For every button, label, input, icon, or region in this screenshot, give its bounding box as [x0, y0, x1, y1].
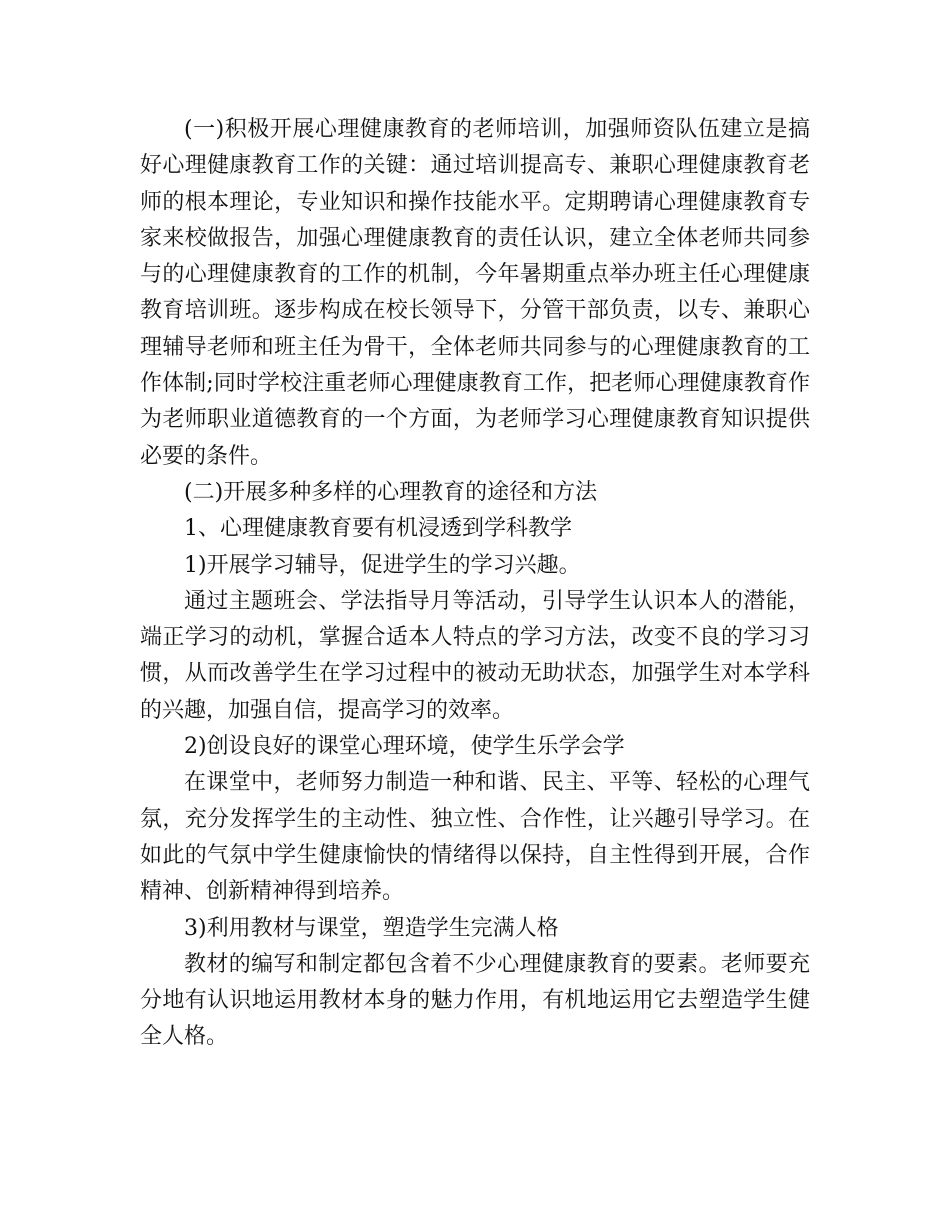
paragraph-textbook-personality: 教材的编写和制定都包含着不少心理健康教育的要素。老师要充分地有认识地运用教材本身的魅力作用，有机地运用它去塑造学生健全人格。 [140, 951, 810, 1050]
paragraph-teacher-training: (一)积极开展心理健康教育的老师培训，加强师资队伍建立是搞好心理健康教育工作的关键：通过培训提高专、兼职心理健康教育老师的根本理论，专业知识和操作技能水平。定期聘请心理健康教育专家来校做报告，加强心理健康教育的责任认识，建立全体老师共同参与的心理健康教育的工作的机制，今年暑期重点举办班主任心理健康教育培训班。逐步构成在校长领导下，分管干部负责，以专、兼职心理辅导老师和班主任为骨干，全体老师共同参与的心理健康教育的工作体制;同时学校注重老师心理健康教育工作，把老师心理健康教育作为老师职业道德教育的一个方面，为老师学习心理健康教育知识提供必要的条件。 [140, 117, 810, 469]
heading-methods: (二)开展多种多样的心理教育的途径和方法 [184, 479, 598, 505]
heading-textbook-personality: 3)利用教材与课堂，塑造学生完满人格 [184, 915, 559, 941]
paragraph-classroom-environment: 在课堂中，老师努力制造一种和谐、民主、平等、轻松的心理气氛，充分发挥学生的主动性、独立性、合作性，让兴趣引导学习。在如此的气氛中学生健康愉快的情绪得以保持，自主性得到开展，合作精神、创新精神得到培养。 [140, 770, 810, 905]
paragraph-learning-guidance: 通过主题班会、学法指导月等活动，引导学生认识本人的潜能，端正学习的动机，掌握合适本人特点的学习方法，改变不良的学习习惯，从而改善学生在学习过程中的被动无助状态，加强学生对本学科的兴趣，加强自信，提高学习的效率。 [140, 588, 810, 723]
heading-classroom-environment: 2)创设良好的课堂心理环境，使学生乐学会学 [184, 734, 625, 760]
heading-subject-teaching: 1、心理健康教育要有机浸透到学科教学 [184, 516, 572, 542]
document-body [140, 112, 810, 1056]
heading-learning-guidance: 1)开展学习辅导，促进学生的学习兴趣。 [184, 552, 581, 578]
